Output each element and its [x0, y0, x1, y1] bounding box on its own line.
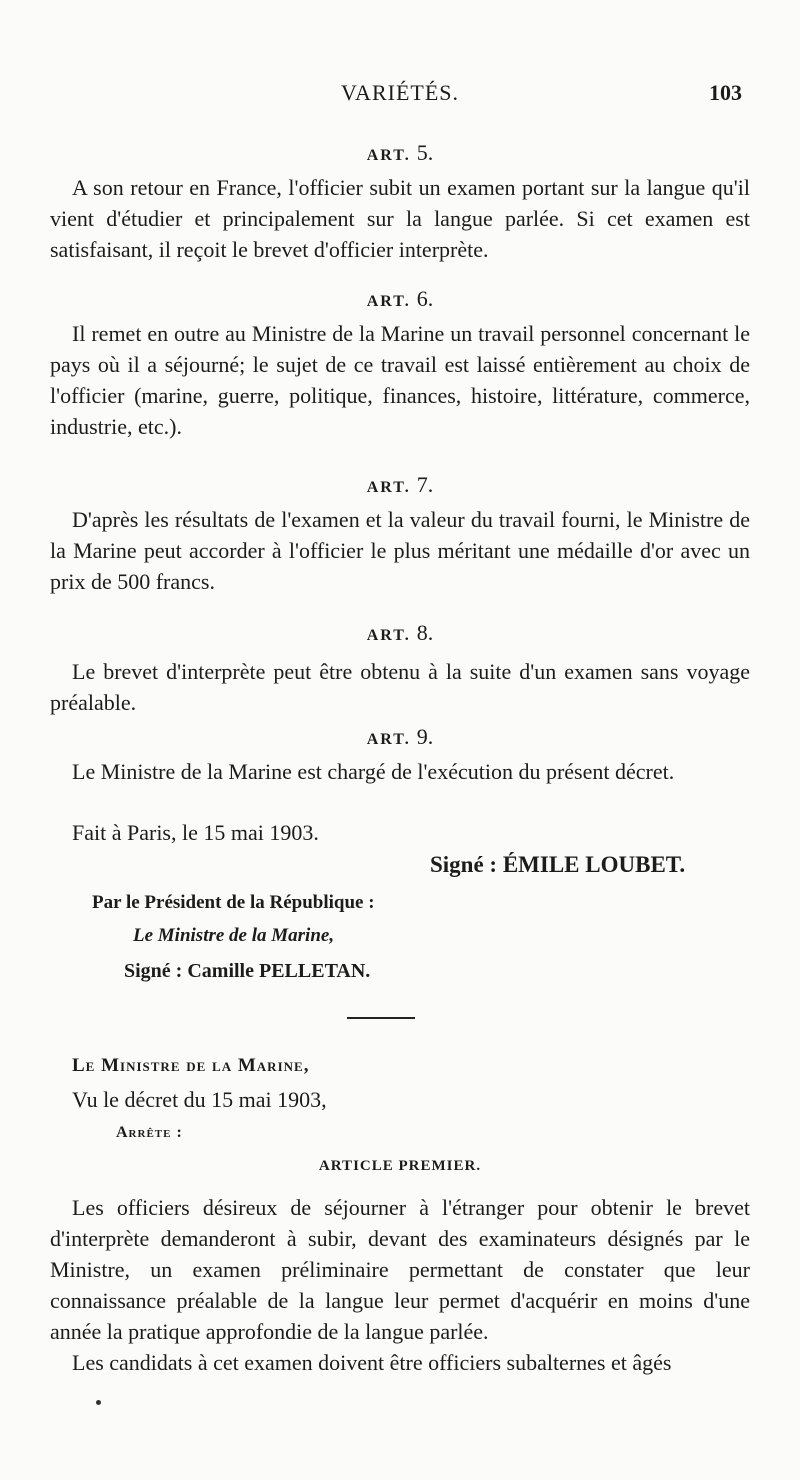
article-premier-para-1: Les officiers désireux de séjourner à l'étranger pour obtenir le brevet d'interprète demanderont à subir, devant des examinateurs désignés par le Ministre, un examen préliminaire permettant de constater que leur connaissance préalable de la langue leur permet d'acquérir en moins d'une année la pratique approfondie de la langue parlée. [50, 1195, 750, 1344]
article-premier-heading: ARTICLE PREMIER. [318, 1158, 482, 1174]
arrete-vu: Vu le décret du 15 mai 1903, [72, 1087, 327, 1112]
arrete-label: Arrête : [116, 1124, 183, 1141]
ink-speck [96, 1400, 101, 1405]
signature-president: Signé : ÉMILE LOUBET. [430, 852, 686, 877]
article-label: ART. [366, 627, 411, 644]
article-8-text: Le brevet d'interprète peut être obtenu à la suite d'un examen sans voyage préalable. [50, 659, 750, 715]
article-number: 9. [416, 724, 434, 749]
place-date: Fait à Paris, le 15 mai 1903. [72, 820, 319, 845]
article-label: ART. [366, 479, 411, 496]
article-label: ART. [366, 293, 411, 310]
article-number: 8. [416, 620, 434, 645]
article-label: ART. [366, 731, 411, 748]
article-9-heading [0, 724, 800, 750]
article-5-text: A son retour en France, l'officier subit un examen portant sur la langue qu'il vient d'étudier et principalement sur la langue parlée. Si cet examen est satisfaisant, il reçoit le brevet d'officier interprète. [50, 175, 750, 262]
article-premier-para-2: Les candidats à cet examen doivent être officiers subalternes et âgés [72, 1350, 672, 1375]
article-8-heading [0, 620, 800, 646]
article-9-text: Le Ministre de la Marine est chargé de l'exécution du présent décret. [72, 759, 675, 784]
arrete-issuer: Le Ministre de la Marine, [72, 1055, 310, 1076]
minister-signature: Signé : Camille PELLETAN. [124, 960, 371, 982]
article-number: 7. [416, 472, 434, 497]
article-7-heading [0, 472, 800, 498]
article-7-text: D'après les résultats de l'examen et la valeur du travail fourni, le Ministre de la Marine peut accorder à l'officier le plus méritant une médaille d'or avec un prix de 500 francs. [50, 507, 750, 594]
running-header [0, 80, 800, 110]
article-6-heading [0, 286, 800, 312]
article-5-heading [0, 140, 800, 166]
minister-title: Le Ministre de la Marine, [133, 925, 335, 946]
page-number: 103 [709, 80, 742, 105]
article-number: 6. [416, 286, 434, 311]
article-number: 5. [416, 140, 434, 165]
running-title: VARIÉTÉS. [341, 80, 459, 105]
article-6-text: Il remet en outre au Ministre de la Marine un travail personnel concernant le pays où il a séjourné; le sujet de ce travail est laissé entièrement au choix de l'officier (marine, guerre, politique, finances, histoire, littérature, commerce, industrie, etc.). [50, 321, 750, 439]
article-label: ART. [366, 147, 411, 164]
by-president: Par le Président de la République : [92, 892, 375, 913]
section-divider [347, 1017, 415, 1019]
